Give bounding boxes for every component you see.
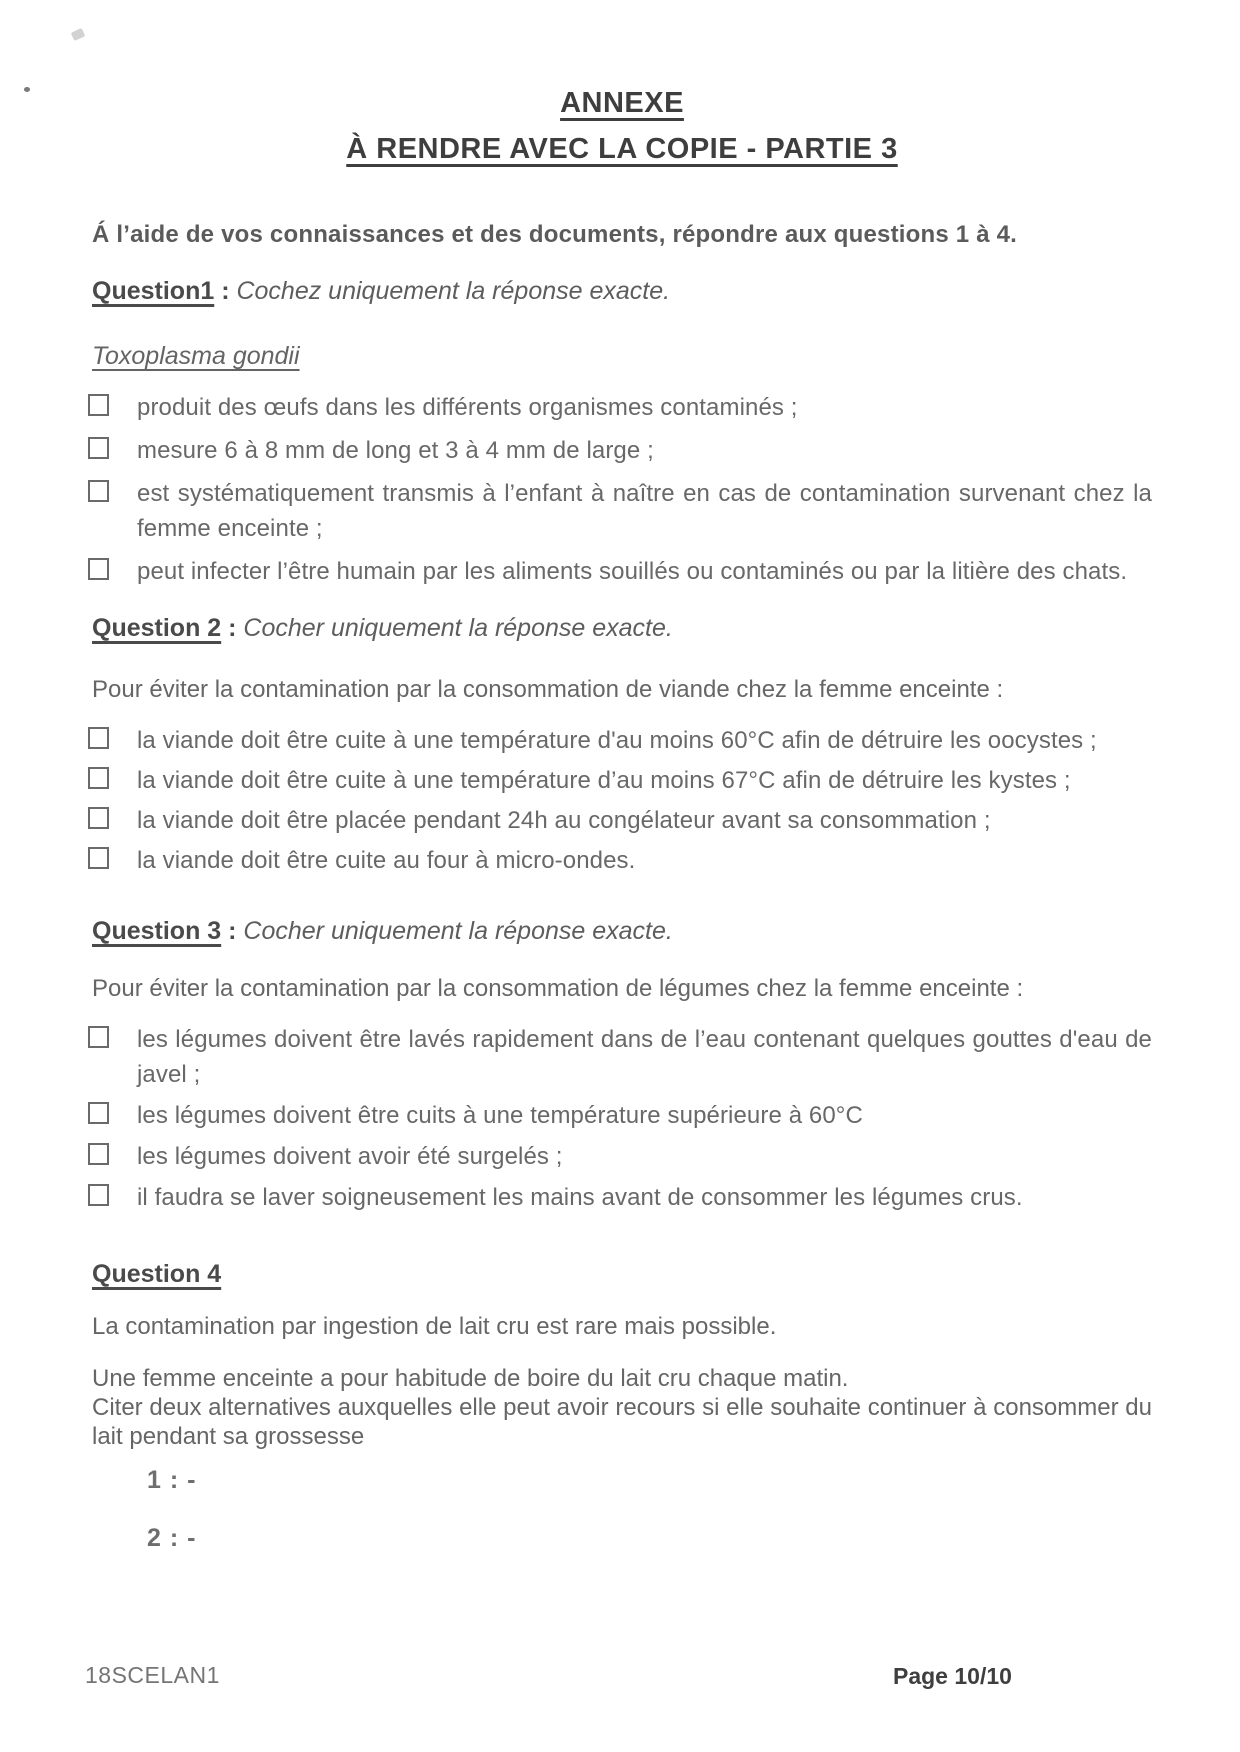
option-label: la viande doit être cuite à une température d'au moins 60°C afin de détruire les oocystes ; (137, 727, 1097, 754)
option-row (88, 723, 1152, 758)
scan-speck (24, 87, 30, 92)
question1-label: Question1 (92, 277, 215, 305)
checkbox[interactable] (88, 480, 109, 502)
option-label: les légumes doivent avoir été surgelés ; (137, 1143, 563, 1170)
question4-label: Question 4 (92, 1260, 222, 1288)
option-label: la viande doit être cuite au four à micro-ondes. (137, 847, 636, 874)
option-label: produit des œufs dans les différents organismes contaminés ; (137, 394, 798, 421)
question3-options (92, 1022, 1152, 1215)
option-row (88, 803, 1152, 838)
checkbox[interactable] (88, 727, 109, 749)
question4-paragraph3: Citer deux alternatives auxquelles elle peut avoir recours si elle souhaite continuer à consommer du lait pendant sa grossesse (92, 1394, 1152, 1450)
checkbox[interactable] (88, 1143, 109, 1165)
option-label: la viande doit être placée pendant 24h au congélateur avant sa consommation ; (137, 807, 991, 834)
option-label: peut infecter l’être humain par les aliments souillés ou contaminés ou par la litière des chats. (137, 558, 1128, 585)
question2-separator: : (221, 614, 244, 642)
instructions-text: Á l’aide de vos connaissances et des documents, répondre aux questions 1 à 4. (92, 221, 1018, 248)
question1-separator: : (214, 277, 237, 305)
option-label: mesure 6 à 8 mm de long et 3 à 4 mm de large ; (137, 437, 654, 464)
question2-options (92, 723, 1152, 878)
page-title-line1: ANNEXE (560, 87, 684, 119)
option-row (88, 390, 1152, 425)
option-label: les légumes doivent être lavés rapidement dans de l’eau contenant quelques gouttes d'eau de javel ; (137, 1026, 1152, 1088)
question2-heading (92, 611, 1152, 646)
question1-heading (92, 274, 1152, 309)
question4-heading (92, 1257, 1152, 1292)
checkbox[interactable] (88, 767, 109, 789)
question4-paragraph1: La contamination par ingestion de lait cru est rare mais possible. (92, 1313, 777, 1340)
option-row (88, 1180, 1152, 1215)
question4-paragraph2: Une femme enceinte a pour habitude de boire du lait cru chaque matin. (92, 1365, 849, 1392)
option-row (88, 763, 1152, 798)
option-label: la viande doit être cuite à une température d’au moins 67°C afin de détruire les kystes ; (137, 767, 1071, 794)
question2-instruction: Cocher uniquement la réponse exacte. (243, 614, 673, 642)
answer-line-2[interactable]: 2 : - (147, 1524, 197, 1552)
checkbox[interactable] (88, 1184, 109, 1206)
question2-intro: Pour éviter la contamination par la consommation de viande chez la femme enceinte : (92, 676, 1004, 703)
option-label: est systématiquement transmis à l’enfant à naître en cas de contamination survenant chez la femme enceinte ; (137, 480, 1152, 542)
answer-line-1[interactable]: 1 : - (147, 1466, 197, 1494)
option-label: les légumes doivent être cuits à une température supérieure à 60°C (137, 1102, 863, 1129)
option-row (88, 476, 1152, 546)
option-row (88, 554, 1152, 589)
question1-instruction: Cochez uniquement la réponse exacte. (236, 277, 671, 305)
checkbox[interactable] (88, 437, 109, 459)
document-code: 18SCELAN1 (85, 1662, 220, 1688)
question1-subtitle: Toxoplasma gondii (92, 342, 300, 370)
question3-instruction: Cocher uniquement la réponse exacte. (243, 917, 673, 945)
question4-answers (92, 1465, 1152, 1553)
checkbox[interactable] (88, 394, 109, 416)
option-row (88, 433, 1152, 468)
question3-heading (92, 914, 1152, 949)
document-header (92, 0, 1152, 172)
option-row (88, 1098, 1152, 1133)
checkbox[interactable] (88, 1026, 109, 1048)
option-label: il faudra se laver soigneusement les mains avant de consommer les légumes crus. (137, 1184, 1023, 1211)
page-number: Page 10/10 (893, 1663, 1012, 1689)
question3-label: Question 3 (92, 917, 222, 945)
option-row (88, 1022, 1152, 1092)
question3-separator: : (221, 917, 244, 945)
checkbox[interactable] (88, 807, 109, 829)
question2-label: Question 2 (92, 614, 222, 642)
option-row (88, 1139, 1152, 1174)
question3-intro: Pour éviter la contamination par la consommation de légumes chez la femme enceinte : (92, 975, 1024, 1002)
option-row (88, 843, 1152, 878)
checkbox[interactable] (88, 1102, 109, 1124)
checkbox[interactable] (88, 558, 109, 580)
question1-options (92, 390, 1152, 589)
page-title-line2: À RENDRE AVEC LA COPIE - PARTIE 3 (346, 133, 898, 165)
checkbox[interactable] (88, 847, 109, 869)
